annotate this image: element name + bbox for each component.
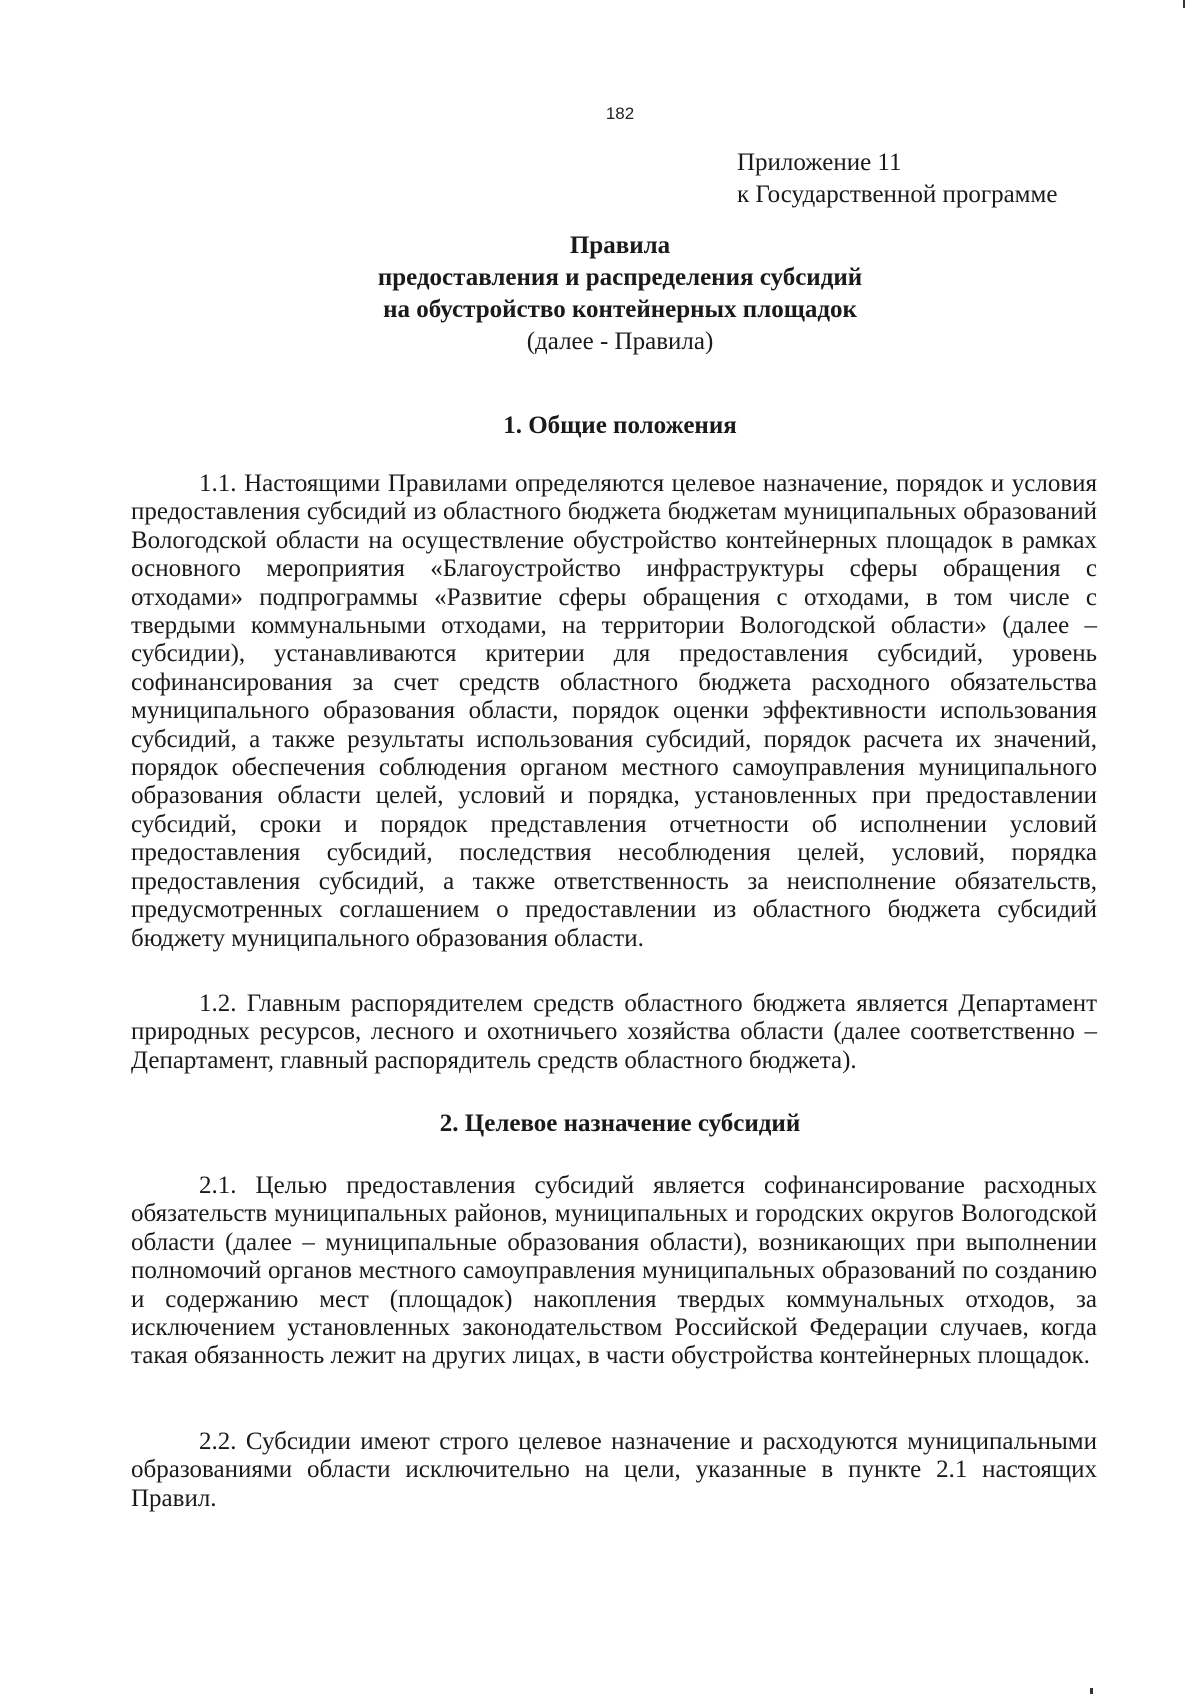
paragraph-2-1: 2.1. Целью предоставления субсидий является софинансирование расходных обязательств муниципальных районов, муниципальных и городских округов Вологодской области (далее – муниципальные образования области), возникающих при выполнении полномочий органов местного самоуправления муниципальных образований по созданию и содержанию мест (площадок) накопления твердых коммунальных отходов, за исключением установленных законодательством Российской Федерации случаев, когда такая обязанность лежит на других лицах, в части обустройства контейнерных площадок. (131, 1172, 1097, 1370)
appendix-line-1: Приложение 11 (737, 149, 902, 176)
section-heading-2: 2. Целевое назначение субсидий (439, 1110, 801, 1137)
scan-edge-mark-top (1183, 0, 1185, 8)
paragraph-2-2: 2.2. Субсидии имеют строго целевое назначение и расходуются муниципальными образованиями области исключительно на цели, указанные в пункте 2.1 настоящих Правил. (131, 1428, 1097, 1512)
section-heading-1: 1. Общие положения (503, 412, 737, 439)
appendix-line-2: к Государственной программе (737, 181, 1058, 208)
title-line-4: (далее - Правила) (526, 328, 714, 355)
appendix-note (737, 147, 1057, 211)
page-number: 182 (605, 104, 635, 123)
title-line-1: Правила (569, 232, 671, 259)
document-title (130, 230, 1110, 358)
title-line-3: на обустройство контейнерных площадок (383, 296, 857, 323)
paragraph-1-2: 1.2. Главным распорядителем средств областного бюджета является Департамент природных ресурсов, лесного и охотничьего хозяйства области (далее соответственно – Департамент, главный распорядитель средств областного бюджета). (131, 990, 1097, 1074)
title-line-2: предоставления и распределения субсидий (377, 264, 863, 291)
scan-edge-mark-bottom (1090, 1688, 1093, 1694)
paragraph-1-1: 1.1. Настоящими Правилами определяются целевое назначение, порядок и условия предоставления субсидий из областного бюджета бюджетам муниципальных образований Вологодской области на осуществление обустройство контейнерных площадок в рамках основного мероприятия «Благоустройство инфраструктуры сферы обращения с отходами» подпрограммы «Развитие сферы обращения с отходами, в том числе с твердыми коммунальными отходами, на территории Вологодской области» (далее – субсидии), устанавливаются критерии для предоставления субсидий, уровень софинансирования за счет средств областного бюджета расходного обязательства муниципального образования области, порядок оценки эффективности использования субсидий, а также результаты использования субсидий, порядок расчета их значений, порядок обеспечения соблюдения органом местного самоуправления муниципального образования области целей, условий и порядка, установленных при предоставлении субсидий, сроки и порядок представления отчетности об исполнении условий предоставления субсидий, последствия несоблюдения целей, условий, порядка предоставления субсидий, а также ответственность за неисполнение обязательств, предусмотренных соглашением о предоставлении из областного бюджета субсидий бюджету муниципального образования области. (131, 470, 1097, 952)
